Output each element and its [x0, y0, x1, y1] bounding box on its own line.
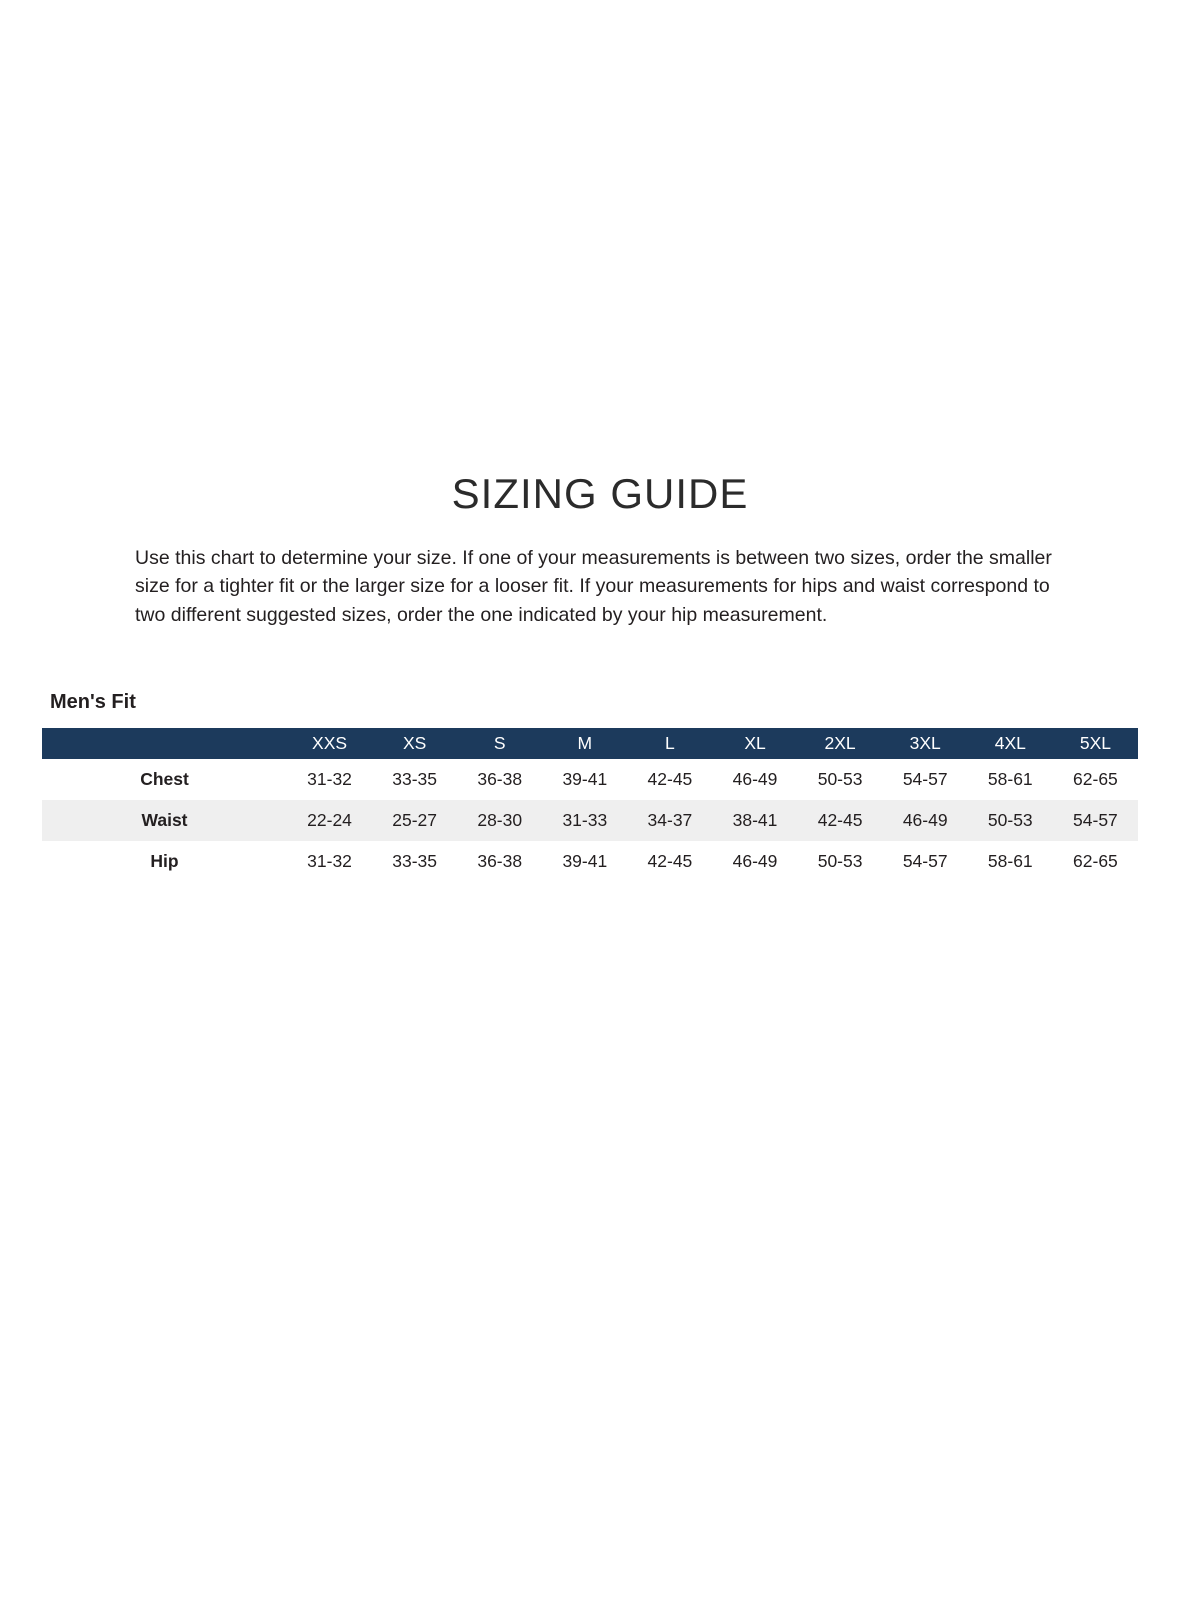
chest-xxs: 31-32: [307, 768, 352, 789]
row-label-waist: Waist: [141, 809, 188, 830]
size-table: [42, 728, 1138, 882]
chest-s: 36-38: [477, 768, 523, 789]
header-cell-xl: XL: [744, 732, 766, 753]
chest-2xl: 50-53: [817, 768, 863, 789]
hip-3xl: 54-57: [902, 850, 948, 871]
header-cell-2xl: 2XL: [824, 732, 856, 753]
hip-5xl: 62-65: [1073, 850, 1118, 871]
hip-xs: 33-35: [392, 850, 438, 871]
waist-xs: 25-27: [392, 809, 438, 830]
chest-5xl: 62-65: [1073, 768, 1118, 789]
header-cell-s: S: [493, 732, 506, 753]
header-cell-l: L: [665, 732, 675, 753]
waist-4xl: 50-53: [987, 809, 1033, 830]
row-label-chest: Chest: [140, 768, 189, 789]
waist-xxs: 22-24: [307, 809, 352, 830]
section-label-mens-fit: Men's Fit: [50, 690, 136, 713]
waist-5xl: 54-57: [1073, 809, 1118, 830]
waist-l: 34-37: [647, 809, 693, 830]
table-row-waist: [42, 800, 1138, 841]
intro-paragraph: Use this chart to determine your size. If one of your measurements is between two sizes, order the smaller size for a tighter fit or the larger size for a looser fit. If your measurements for hips and waist correspond to two different suggested sizes, order the one indicated by your hip measurement.: [135, 547, 1052, 626]
hip-xxs: 31-32: [307, 850, 352, 871]
hip-xl: 46-49: [732, 850, 778, 871]
row-label-hip: Hip: [150, 850, 179, 871]
chest-xl: 46-49: [732, 768, 778, 789]
table-row-chest: [42, 759, 1138, 800]
chest-xs: 33-35: [392, 768, 438, 789]
waist-2xl: 42-45: [817, 809, 863, 830]
hip-2xl: 50-53: [817, 850, 863, 871]
header-cell-5xl: 5XL: [1079, 732, 1111, 753]
chest-l: 42-45: [647, 768, 693, 789]
hip-l: 42-45: [647, 850, 693, 871]
waist-3xl: 46-49: [902, 809, 948, 830]
page-title: SIZING GUIDE: [451, 470, 749, 517]
size-table-header: [42, 728, 1138, 759]
waist-s: 28-30: [477, 809, 523, 830]
hip-4xl: 58-61: [987, 850, 1033, 871]
header-cell-xs: XS: [402, 732, 427, 753]
waist-xl: 38-41: [732, 809, 778, 830]
chest-m: 39-41: [562, 768, 608, 789]
header-row: [42, 728, 1138, 759]
chest-4xl: 58-61: [987, 768, 1033, 789]
hip-m: 39-41: [562, 850, 608, 871]
waist-m: 31-33: [562, 809, 608, 830]
table-row-hip: [42, 841, 1138, 882]
header-cell-m: M: [577, 732, 593, 753]
header-cell-3xl: 3XL: [909, 732, 941, 753]
header-cell-xxs: XXS: [312, 732, 348, 753]
hip-s: 36-38: [477, 850, 523, 871]
chest-3xl: 54-57: [902, 768, 948, 789]
header-cell-4xl: 4XL: [994, 732, 1026, 753]
header-cell-empty: [42, 728, 287, 759]
